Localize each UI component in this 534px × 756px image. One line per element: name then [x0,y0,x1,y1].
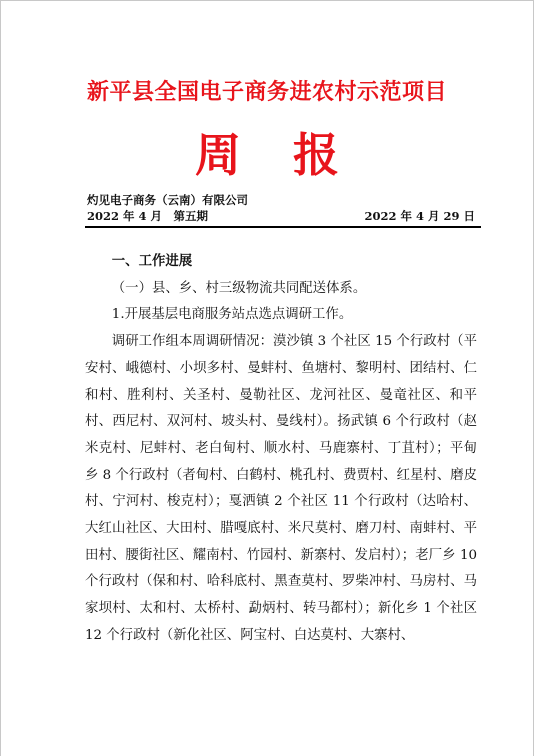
item-heading: 1.开展基层电商服务站点选点调研工作。 [111,307,353,323]
subsection-heading: （一）县、乡、村三级物流共同配送体系。 [111,280,367,296]
header-divider [85,226,481,228]
document-body [85,249,477,650]
issue-label: 2022 年 4 月 第五期 [87,209,209,223]
section-heading: 一、工作进展 [111,254,193,269]
body-paragraph: 调研工作组本周调研情况：漠沙镇 3 个社区 15 个行政村（平安村、峨德村、小坝多村、曼蚌村、鱼塘村、黎明村、团结村、仁和村、胜利村、关圣村、曼勒社区、龙河社区、曼竜社区、和平村、西尼村、双河村、坡头村、曼线村）。扬武镇 6 个行政村（赵米克村、尼蚌村、老白甸村、顺水村、马鹿寨村、丁苴村）；平甸乡 8 个行政村（者甸村、白鹤村、桃孔村、费贾村、红星村、磨皮村、宁河村、梭克村）；戛洒镇 2 个社区 11 个行政村（达哈村、大红山社区、大田村、腊嘎底村、米尺莫村、磨刀村、南蚌村、平田村、腰街社区、耀南村、竹园村、新寨村、发启村）；老厂乡 10 个行政村（保和村、哈科底村、黑查莫村、罗柴冲村、马房村、马家坝村、太和村、太桥村、勐炳村、转马都村）；新化乡 1 个社区 12 个行政村（新化社区、阿宝村、白达莫村、大寨村、 [85,334,477,643]
document-title: 新平县全国电子商务进农村示范项目 [86,80,447,105]
document-subtitle: 周报 [195,128,391,182]
company-name: 灼见电子商务（云南）有限公司 [87,193,248,207]
issue-date: 2022 年 4 月 29 日 [364,209,475,223]
